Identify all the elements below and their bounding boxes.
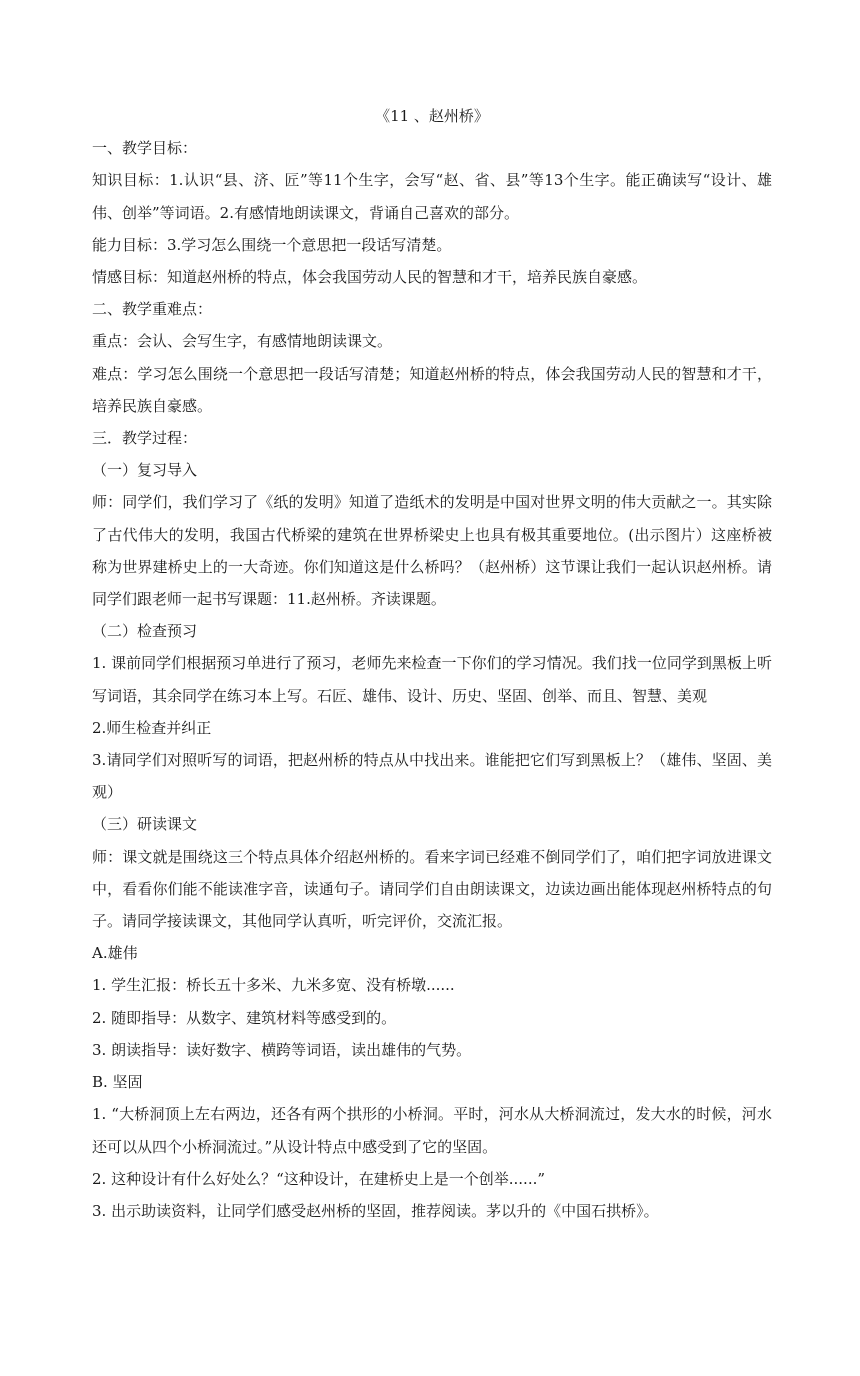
paragraph: 情感目标：知道赵州桥的特点，体会我国劳动人民的智慧和才干，培养民族自豪感。 (92, 268, 648, 287)
paragraph: 师：同学们，我们学习了《纸的发明》知道了造纸术的发明是中国对世界文明的伟大贡献之一。其实除了古代伟大的发明，我国古代桥梁的建筑在世界桥梁史上也具有极其重要地位。(出示图片）这座桥被称为世界建桥史上的一大奇迹。你们知道这是什么桥吗？（赵州桥）这节课让我们一起认识赵州桥。请同学们跟老师一起书写课题：11.赵州桥。齐读课题。 (92, 493, 772, 609)
section-heading: 一、教学目标： (92, 139, 198, 158)
paragraph: 1. 课前同学们根据预习单进行了预习，老师先来检查一下你们的学习情况。我们找一位同学到黑板上听写词语，其余同学在练习本上写。石匠、雄伟、设计、历史、坚固、创举、而且、智慧、美观 (92, 654, 772, 705)
paragraph: 3.请同学们对照听写的词语，把赵州桥的特点从中找出来。谁能把它们写到黑板上？（雄伟、坚固、美观） (92, 751, 772, 802)
paragraph: 2. 这种设计有什么好处么？“这种设计，在建桥史上是一个创举......” (92, 1169, 546, 1188)
paragraph: 重点：会认、会写生字，有感情地朗读课文。 (92, 332, 393, 351)
paragraph: 2.师生检查并纠正 (92, 718, 212, 737)
section-heading: 三．教学过程： (92, 429, 198, 448)
paragraph: 难点：学习怎么围绕一个意思把一段话写清楚；知道赵州桥的特点，体会我国劳动人民的智慧和才干，培养民族自豪感。 (92, 364, 772, 415)
section-heading: 二、教学重难点： (92, 300, 213, 319)
paragraph: 2. 随即指导：从数字、建筑材料等感受到的。 (92, 1008, 397, 1027)
document-title: 《11 、赵州桥》 (375, 107, 489, 125)
document-body (92, 100, 772, 1227)
paragraph: 能力目标：3.学习怎么围绕一个意思把一段话写清楚。 (92, 235, 452, 254)
paragraph-list (92, 132, 772, 1227)
paragraph: B. 坚固 (92, 1073, 143, 1092)
paragraph: 3. 朗读指导：读好数字、横跨等词语，读出雄伟的气势。 (92, 1040, 472, 1059)
subsection-heading: （一）复习导入 (92, 461, 198, 480)
paragraph: 3. 出示助读资料，让同学们感受赵州桥的坚固，推荐阅读。茅以升的《中国石拱桥》。 (92, 1201, 659, 1220)
subsection-heading: （三）研读课文 (92, 815, 198, 834)
subsection-heading: （二）检查预习 (92, 622, 198, 641)
paragraph: 1. “大桥洞顶上左右两边，还各有两个拱形的小桥洞。平时，河水从大桥洞流过，发大水的时候，河水还可以从四个小桥洞流过。”从设计特点中感受到了它的坚固。 (92, 1105, 772, 1156)
paragraph: 知识目标：1.认识“县、济、匠”等11个生字，会写“赵、省、县”等13个生字。能正确读写“设计、雄伟、创举”等词语。2.有感情地朗读课文，背诵自己喜欢的部分。 (92, 171, 772, 222)
paragraph: A.雄伟 (92, 944, 138, 963)
paragraph: 师：课文就是围绕这三个特点具体介绍赵州桥的。看来字词已经难不倒同学们了，咱们把字词放进课文中，看看你们能不能读准字音，读通句子。请同学们自由朗读课文，边读边画出能体现赵州桥特点的句子。请同学接读课文，其他同学认真听，听完评价，交流汇报。 (92, 847, 772, 931)
paragraph: 1. 学生汇报：桥长五十多米、九米多宽、没有桥墩...... (92, 976, 455, 995)
